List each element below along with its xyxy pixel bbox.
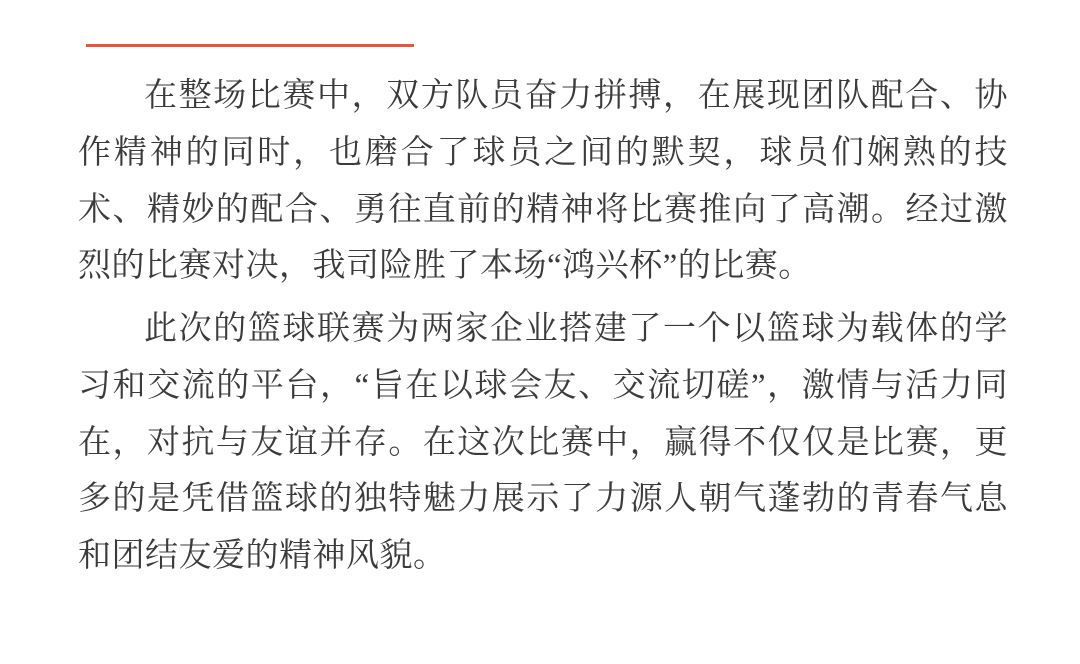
paragraph-2: 此次的篮球联赛为两家企业搭建了一个以篮球为载体的学习和交流的平台，“旨在以球会友、交流切磋”，激情与活力同在，对抗与友谊并存。在这次比赛中，赢得不仅仅是比赛，更多的是凭借篮球的独特魅力展示了力源人朝气蓬勃的青春气息和团结友爱的精神风貌。 xyxy=(78,311,1008,574)
paragraph-1: 在整场比赛中，双方队员奋力拼搏，在展现团队配合、协作精神的同时，也磨合了球员之间的默契，球员们娴熟的技术、精妙的配合、勇往直前的精神将比赛推向了高潮。经过激烈的比赛对决，我司险胜了本场“鸿兴杯”的比赛。 xyxy=(78,78,1008,285)
accent-divider xyxy=(86,44,414,47)
article-body xyxy=(78,68,1008,591)
